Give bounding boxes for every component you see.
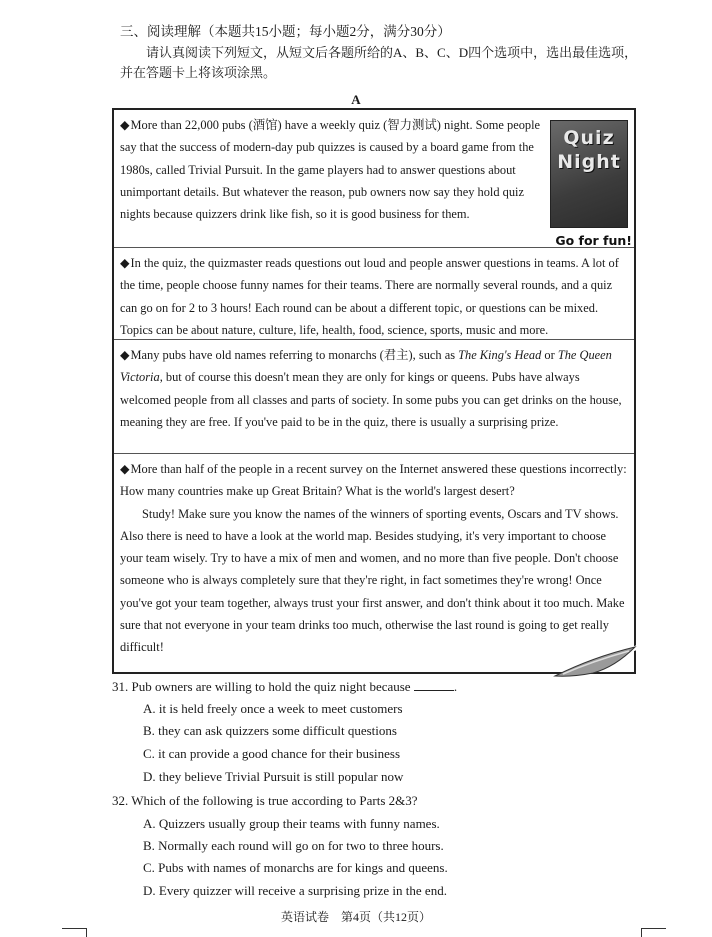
- crop-mark-right: [641, 928, 666, 937]
- passage-part-3: [114, 340, 634, 454]
- part-4-text-2: Study! Make sure you know the names of the winners of sporting events, Oscars and TV shows. Also there is need to have a look at the world map. Besides studying, it's very important to choose your team wisely. Try to have a mix of men and women, and no more than five people. Don't choose someone who is always completely sure that they're right, in fact sometimes they're wrong! Once you've got your team together, always trust your first answer, and don't think about it too much. Make sure that not everyone in your team drinks too much, otherwise the last round is going to get really difficult!: [120, 506, 625, 655]
- part-3-text-b: or: [541, 348, 558, 362]
- part-4-text-1: More than half of the people in a recent survey on the Internet answered these questions incorrectly: How many countries make up Great Britain? What is the world's largest desert?: [120, 462, 627, 499]
- bullet-diamond-icon: ◆: [120, 348, 130, 362]
- part-3-text-c: , but of course this doesn't mean they are only for kings or queens. Pubs have always welcomed people from all classes and parts of society. In some pubs you can get drinks on the house, meaning they are free. If you've paid to be in the quiz, there is usually a surprising prize.: [120, 370, 622, 429]
- passage-box: [112, 108, 636, 674]
- bullet-diamond-icon: ◆: [120, 256, 130, 270]
- section-instruction: 请认真阅读下列短文，从短文后各题所给的A、B、C、D四个选项中，选出最佳选项，并在答题卡上将该项涂黑。: [120, 45, 638, 80]
- pub-name-kings-head: The King's Head: [458, 348, 542, 362]
- part-1-text: More than 22,000 pubs (酒馆) have a weekly quiz (智力测试) night. Some people say that the success of modern-day pub quizzes is caused by a board game from the 1980s, called Trivial Pursuit. In the game players had to answer questions about unimportant details. But whatever the reason, pub owners now say they hold quiz nights because quizzers drink like fish, so it is good business for them.: [120, 118, 541, 222]
- q32-option-a: A. Quizzers usually group their teams with funny names.: [143, 816, 440, 831]
- q31-option-c: C. it can provide a good chance for their business: [143, 746, 401, 761]
- answer-blank: [414, 680, 454, 691]
- quiz-image-word-1: Quiz: [563, 127, 615, 149]
- part-3-text-a: Many pubs have old names referring to monarchs (君主), such as: [130, 348, 459, 362]
- passage-label: A: [351, 92, 361, 107]
- q32-option-d: D. Every quizzer will receive a surprising prize in the end.: [143, 883, 447, 898]
- pub-name-queen-victoria: The Queen Victoria: [120, 348, 612, 385]
- q31-option-a: A. it is held freely once a week to meet customers: [143, 701, 403, 716]
- bullet-diamond-icon: ◆: [120, 462, 130, 476]
- page-footer: 英语试卷 第4页（共12页）: [280, 910, 431, 924]
- page-curl-icon: [553, 645, 637, 678]
- question-31: 31. Pub owners are willing to hold the quiz night because .: [112, 679, 458, 694]
- section-heading: 三、阅读理解（本题共15小题；每小题2分，满分30分）: [120, 24, 451, 39]
- q32-option-c: C. Pubs with names of monarchs are for kings and queens.: [143, 860, 448, 875]
- part-2-text: In the quiz, the quizmaster reads questions out loud and people answer questions in teams. A lot of the time, people choose funny names for their teams. There are normally several rounds, and a quiz can go on for 2 to 3 hours! Each round can be about a different topic, or questions can be mixed. Topics can be about nature, culture, life, health, food, science, sports, music and more.: [120, 256, 619, 337]
- passage-part-4: [114, 454, 634, 672]
- quiz-night-image: [550, 120, 628, 228]
- q31-option-d: D. they believe Trivial Pursuit is still popular now: [143, 769, 404, 784]
- passage-part-1: [114, 110, 634, 248]
- bullet-diamond-icon: ◆: [120, 118, 130, 132]
- question-31-stem: 31. Pub owners are willing to hold the quiz night because: [112, 679, 411, 694]
- crop-mark-left: [62, 928, 87, 937]
- q32-option-b: B. Normally each round will go on for two to three hours.: [143, 838, 444, 853]
- quiz-image-word-2: Night: [557, 151, 621, 173]
- quiz-image-caption: Go for fun!: [555, 233, 632, 248]
- passage-part-2: [114, 248, 634, 340]
- question-32: 32. Which of the following is true according to Parts 2&3?: [112, 793, 418, 808]
- q31-option-b: B. they can ask quizzers some difficult questions: [143, 723, 397, 738]
